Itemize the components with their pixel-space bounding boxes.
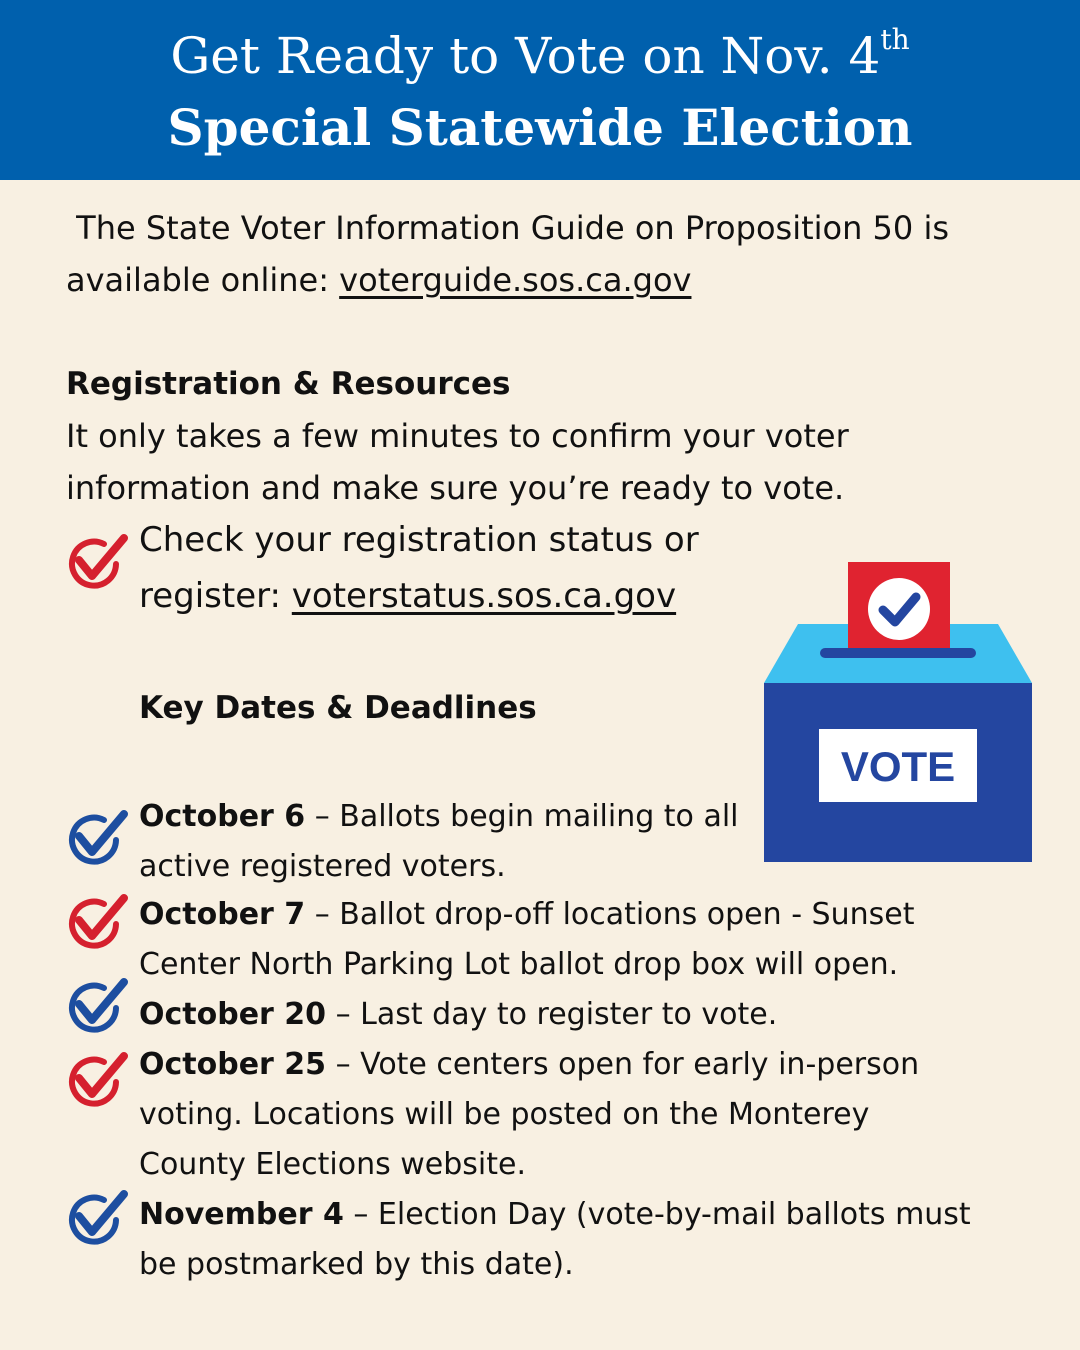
date-item-line: be postmarked by this date). [139,1247,574,1282]
red-check-icon [64,890,128,950]
date-item-line: County Elections website. [139,1147,527,1182]
vote-label-text: VOTE [840,743,956,790]
ballot-check-circle [868,578,930,640]
date-label: November 4 [139,1197,344,1232]
date-item-line: November 4 – Election Day (vote-by-mail ballots must [139,1197,971,1232]
registration-heading: Registration & Resources [66,366,511,402]
red-check-icon [64,530,128,590]
title-superscript: th [880,23,910,56]
intro-text-line-2: available online: voterguide.sos.ca.gov [66,261,692,299]
date-item-line: active registered voters. [139,849,506,884]
date-item-line: Center North Parking Lot ballot drop box will open. [139,947,899,982]
date-label: October 6 [139,799,306,834]
date-item-line: October 7 – Ballot drop-off locations open - Sunset [139,897,915,932]
ballot-slot [820,648,976,658]
intro-text-line-1: The State Voter Information Guide on Proposition 50 is [76,209,949,247]
voterguide-link[interactable]: voterguide.sos.ca.gov [339,261,692,299]
red-check-icon [64,1048,128,1108]
header-banner [0,0,1080,180]
registration-text-line-1: It only takes a few minutes to confirm your voter [66,417,849,455]
date-item-line: voting. Locations will be posted on the Monterey [139,1097,870,1132]
date-label: October 25 [139,1047,327,1082]
title-line-1: Get Ready to Vote on Nov. 4th [170,23,910,85]
date-item-line: October 20 – Last day to register to vote. [139,997,778,1032]
voterstatus-link[interactable]: voterstatus.sos.ca.gov [291,576,677,616]
key-dates-heading: Key Dates & Deadlines [139,690,537,726]
blue-check-icon [64,806,128,866]
date-label: October 7 [139,897,306,932]
blue-check-icon [64,974,128,1034]
date-item-line: October 25 – Vote centers open for early in-person [139,1047,920,1082]
check-registration-line-2: register: voterstatus.sos.ca.gov [139,576,677,616]
blue-check-icon [64,1186,128,1246]
ballot-box-illustration [764,562,1032,862]
check-registration-line-1: Check your registration status or [139,520,699,560]
date-item-line: October 6 – Ballots begin mailing to all [139,799,739,834]
registration-text-line-2: information and make sure you’re ready to vote. [66,469,845,507]
title-line-2: Special Statewide Election [167,98,913,157]
date-label: October 20 [139,997,327,1032]
